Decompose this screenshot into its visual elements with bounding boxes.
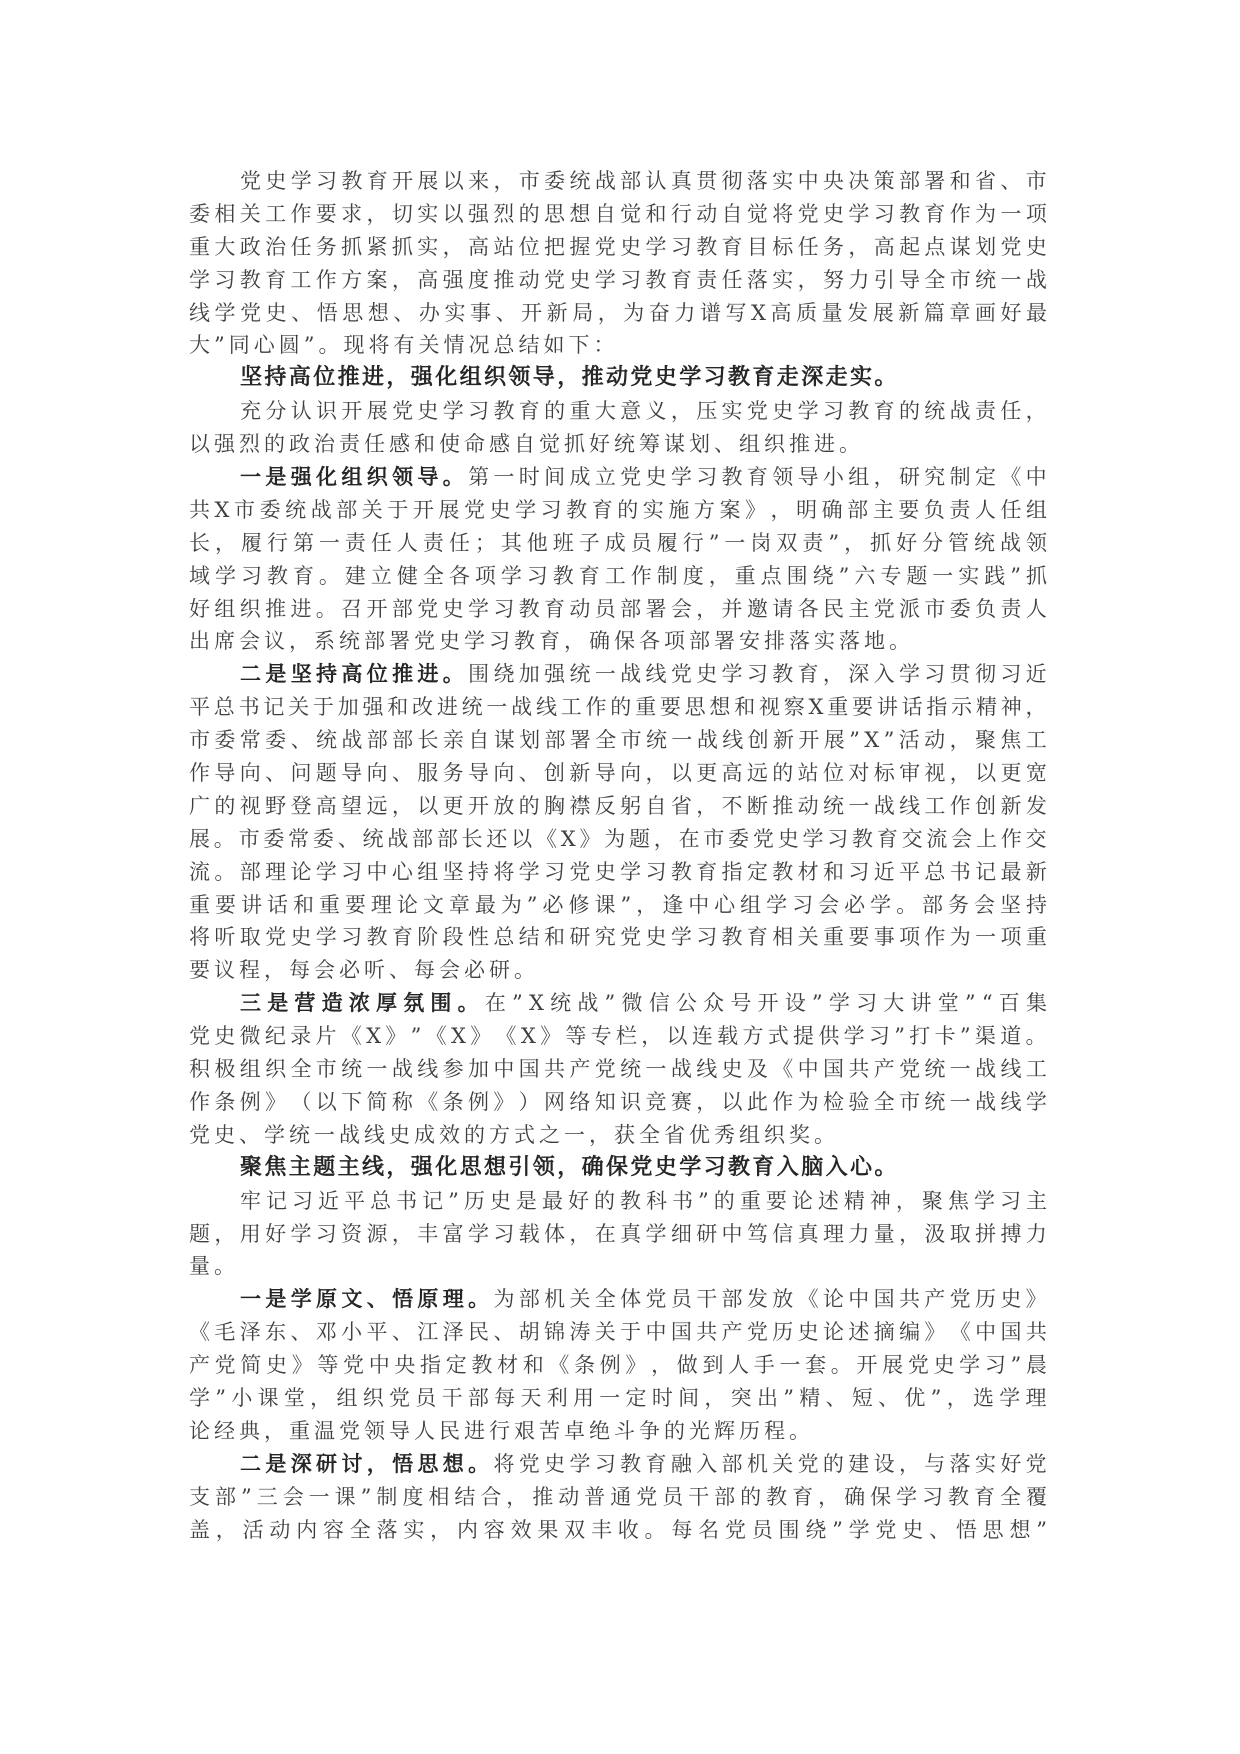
text-line: 域 学 习 教 育 。 建 立 健 全 各 项 学 习 教 育 工 作 制 度 ， 重 点 围 绕 ” 六 专 题 一 实 践 ” 抓 xyxy=(189,563,1047,588)
text-line: 二 是 坚 持 高 位 推 进 。 围 绕 加 强 统 一 战 线 党 史 学 习 教 育 ， 深 入 学 习 贯 彻 习 近 xyxy=(240,662,1047,687)
point-paragraph xyxy=(189,1448,1047,1547)
section-heading: 坚持高位推进，强化组织领导，推动党史学习教育走深走实。 xyxy=(240,365,899,391)
text-line: 好 组 织 推 进 。 召 开 部 党 史 学 习 教 育 动 员 部 署 会 ， 并 邀 请 各 民 主 党 派 市 委 负 责 人 xyxy=(189,596,1047,621)
text-line: 出席会议，系统部署党史学习教育，确保各项部署安排落实落地。 xyxy=(189,629,914,654)
text-line: 党 史 微 纪 录 片 《 X 》 ” 《 X 》 《 X 》 等 专 栏 ， 以 连 载 方 式 提 供 学 习 ” 打 卡 ” 渠 道 。 xyxy=(189,1024,1047,1049)
point-paragraph xyxy=(189,1283,1047,1447)
text-line: 作 条 例 》 （ 以 下 简 称 《 条 例 》 ） 网 络 知 识 竞 赛 ， 以 此 作 为 检 验 全 市 统 一 战 线 学 xyxy=(189,1089,1047,1114)
text-line: 流 。 部 理 论 学 习 中 心 组 坚 持 将 学 习 党 史 学 习 教 育 指 定 教 材 和 习 近 平 总 书 记 最 新 xyxy=(189,859,1047,884)
text-line: 题 ， 用 好 学 习 资 源 ， 丰 富 学 习 载 体 ， 在 真 学 细 研 中 笃 信 真 理 力 量 ， 汲 取 拼 搏 力 xyxy=(189,1221,1047,1246)
text-line: 三 是 营 造 浓 厚 氛 围 。 在 ” X 统 战 ” 微 信 公 众 号 开 设 ” 学 习 大 讲 堂 ” “ 百 集 xyxy=(240,991,1047,1016)
text-line: 平 总 书 记 关 于 加 强 和 改 进 统 一 战 线 工 作 的 重 要 思 想 和 视 察 X 重 要 讲 话 指 示 精 神 ， xyxy=(189,695,1047,720)
section-intro-paragraph xyxy=(189,1185,1047,1284)
text-line: 牢 记 习 近 平 总 书 记 ” 历 史 是 最 好 的 教 科 书 ” 的 重 要 论 述 精 神 ， 聚 焦 学 习 主 xyxy=(240,1188,1047,1213)
text-line: 学 习 教 育 工 作 方 案 ， 高 强 度 推 动 党 史 学 习 教 育 责 任 落 实 ， 努 力 引 导 全 市 统 一 战 xyxy=(189,267,1047,292)
point-paragraph xyxy=(189,461,1047,658)
text-line: 产 党 简 史 》 等 党 中 央 指 定 教 材 和 《 条 例 》 ， 做 到 人 手 一 套 。 开 展 党 史 学 习 ” 晨 xyxy=(189,1353,1047,1378)
point-paragraph xyxy=(189,987,1047,1151)
text-line: 广 的 视 野 登 高 望 远 ， 以 更 开 放 的 胸 襟 反 躬 自 省 ， 不 断 推 动 统 一 战 线 工 作 创 新 发 xyxy=(189,793,1047,818)
text-line: 支 部 ” 三 会 一 课 ” 制 度 相 结 合 ， 推 动 普 通 党 员 干 部 的 教 育 ， 确 保 学 习 教 育 全 覆 xyxy=(189,1484,1047,1509)
text-line: 论经典，重温党领导人民进行艰苦卓绝斗争的光辉历程。 xyxy=(189,1418,814,1443)
intro-paragraph xyxy=(189,165,1047,362)
text-line: 将 听 取 党 史 学 习 教 育 阶 段 性 总 结 和 研 究 党 史 学 习 教 育 相 关 重 要 事 项 作 为 一 项 重 xyxy=(189,925,1047,950)
text-line: 积 极 组 织 全 市 统 一 战 线 参 加 中 国 共 产 党 统 一 战 线 史 及 《 中 国 共 产 党 统 一 战 线 工 xyxy=(189,1057,1047,1082)
text-line: 委 相 关 工 作 要 求 ， 切 实 以 强 烈 的 思 想 自 觉 和 行 动 自 觉 将 党 史 学 习 教 育 作 为 一 项 xyxy=(189,201,1047,226)
section-heading: 聚焦主题主线，强化思想引领，确保党史学习教育入脑入心。 xyxy=(240,1154,899,1180)
text-line: 以强烈的政治责任感和使命感自觉抓好统筹谋划、组织推进。 xyxy=(189,432,864,457)
text-line: 展 。 市 委 常 委 、 统 战 部 部 长 还 以 《 X 》 为 题 ， 在 市 委 党 史 学 习 教 育 交 流 会 上 作 交 xyxy=(189,826,1047,851)
point-paragraph xyxy=(189,658,1047,987)
text-line: 重 大 政 治 任 务 抓 紧 抓 实 ， 高 站 位 把 握 党 史 学 习 教 育 目 标 任 务 ， 高 起 点 谋 划 党 史 xyxy=(189,234,1047,259)
text-line: 线 学 党 史 、 悟 思 想 、 办 实 事 、 开 新 局 ， 为 奋 力 谱 写 X 高 质 量 发 展 新 篇 章 画 好 最 xyxy=(189,300,1047,325)
text-line: 长 ， 履 行 第 一 责 任 人 责 任 ； 其 他 班 子 成 员 履 行 ” 一 岗 双 责 ” ， 抓 好 分 管 统 战 领 xyxy=(189,530,1047,555)
text-line: 量。 xyxy=(189,1254,239,1279)
text-line: 要议程，每会必听、每会必研。 xyxy=(189,958,539,983)
text-line: 党史、学统一战线史成效的方式之一，获全省优秀组织奖。 xyxy=(189,1122,839,1147)
text-line: 充 分 认 识 开 展 党 史 学 习 教 育 的 重 大 意 义 ， 压 实 党 史 学 习 教 育 的 统 战 责 任 ， xyxy=(240,399,1047,424)
text-line: 学 ” 小 课 堂 ， 组 织 党 员 干 部 每 天 利 用 一 定 时 间 ， 突 出 ” 精 、 短 、 优 ” ， 选 学 理 xyxy=(189,1385,1047,1410)
section-intro-paragraph xyxy=(189,395,1047,461)
text-line: 一 是 强 化 组 织 领 导 。 第 一 时 间 成 立 党 史 学 习 教 育 领 导 小 组 ， 研 究 制 定 《 中 xyxy=(240,465,1047,490)
text-line: 重 要 讲 话 和 重 要 理 论 文 章 最 为 ” 必 修 课 ” ， 逢 中 心 组 学 习 会 必 学 。 部 务 会 坚 持 xyxy=(189,892,1047,917)
text-line: 共 X 市 委 统 战 部 关 于 开 展 党 史 学 习 教 育 的 实 施 方 案 》 ， 明 确 部 主 要 负 责 人 任 组 xyxy=(189,497,1047,522)
text-line: 大”同心圆”。现将有关情况总结如下： xyxy=(189,333,619,358)
text-line: 市 委 常 委 、 统 战 部 部 长 亲 自 谋 划 部 署 全 市 统 一 战 线 创 新 开 展 ” X ” 活 动 ， 聚 焦 工 xyxy=(189,728,1047,753)
text-line: 作 导 向 、 问 题 导 向 、 服 务 导 向 、 创 新 导 向 ， 以 更 高 远 的 站 位 对 标 审 视 ， 以 更 宽 xyxy=(189,761,1047,786)
text-line: 盖 ， 活 动 内 容 全 落 实 ， 内 容 效 果 双 丰 收 。 每 名 党 员 围 绕 ” 学 党 史 、 悟 思 想 ” xyxy=(189,1517,1047,1542)
text-line: 一 是 学 原 文 、 悟 原 理 。 为 部 机 关 全 体 党 员 干 部 发 放 《 论 中 国 共 产 党 历 史 》 xyxy=(240,1287,1047,1312)
text-line: 党 史 学 习 教 育 开 展 以 来 ， 市 委 统 战 部 认 真 贯 彻 落 实 中 央 决 策 部 署 和 省 、 市 xyxy=(240,169,1047,193)
text-line: 《 毛 泽 东 、 邓 小 平 、 江 泽 民 、 胡 锦 涛 关 于 中 国 共 产 党 历 史 论 述 摘 编 》 《 中 国 共 xyxy=(189,1320,1047,1345)
text-line: 二 是 深 研 讨 ， 悟 思 想 。 将 党 史 学 习 教 育 融 入 部 机 关 党 的 建 设 ， 与 落 实 好 党 xyxy=(240,1451,1047,1476)
document-body xyxy=(189,165,1047,1546)
